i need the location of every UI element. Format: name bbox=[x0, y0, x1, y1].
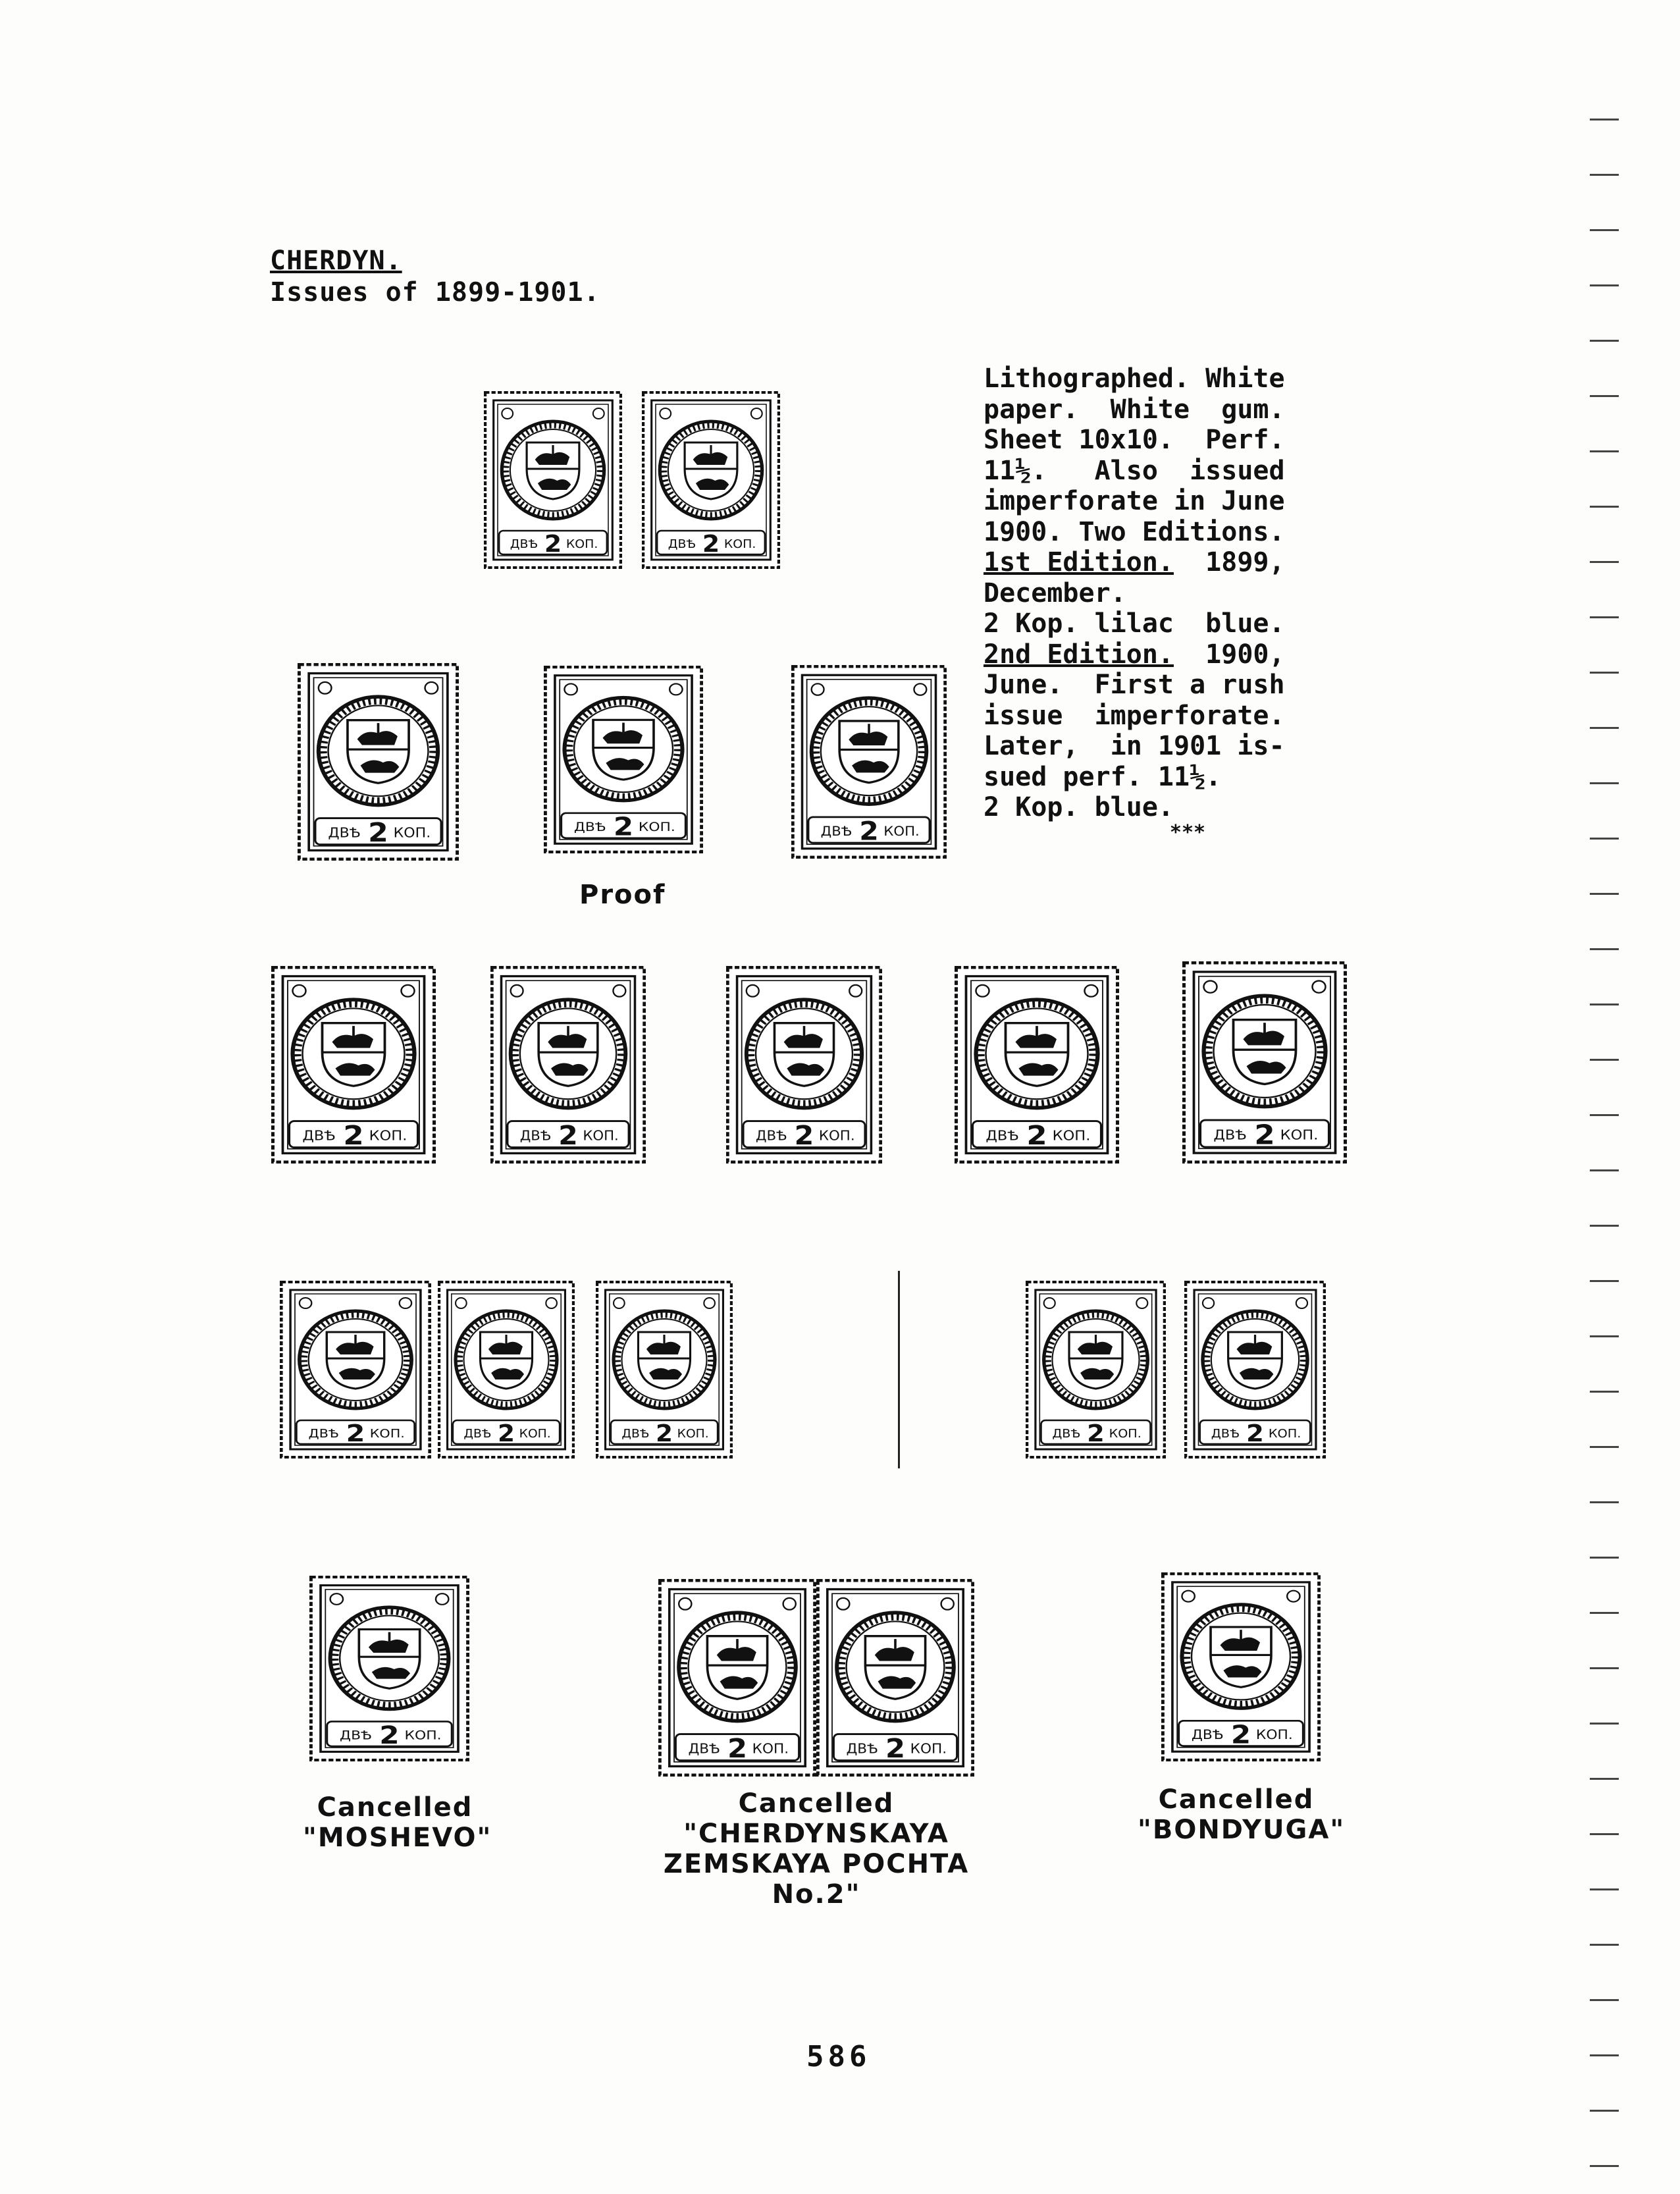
svg-text:КОП.: КОП. bbox=[519, 1427, 551, 1441]
desc-line: Sheet 10x10. Perf. bbox=[984, 425, 1285, 455]
desc-line: 1900. Two Editions. bbox=[984, 516, 1285, 547]
margin-tick bbox=[1590, 1335, 1619, 1337]
margin-tick bbox=[1590, 1999, 1619, 2001]
desc-line-edition1: 1st Edition. 1899, bbox=[984, 547, 1285, 577]
issue-description bbox=[984, 363, 1332, 843]
divider-line bbox=[898, 1271, 900, 1468]
stamp-row4-3 bbox=[596, 1281, 733, 1458]
edition2-label: 2nd Edition. bbox=[984, 639, 1174, 670]
desc-line: Lithographed. White bbox=[984, 363, 1285, 394]
stamp-pair-left bbox=[484, 391, 622, 569]
svg-text:2: 2 bbox=[655, 1419, 673, 1447]
stamp-row4-4 bbox=[1026, 1281, 1166, 1458]
desc-line-edition2: 2nd Edition. 1900, bbox=[984, 639, 1285, 670]
edition1-label: 1st Edition. bbox=[984, 547, 1174, 577]
margin-tick bbox=[1590, 1501, 1619, 1503]
page-number: 586 bbox=[806, 2040, 871, 2074]
desc-line: Later, in 1901 is- bbox=[984, 731, 1285, 761]
proof-caption: Proof bbox=[579, 880, 666, 910]
margin-tick bbox=[1590, 1059, 1619, 1061]
stamp-bondyuga bbox=[1161, 1572, 1321, 1761]
stamp-row4-1 bbox=[280, 1281, 431, 1458]
desc-line: 2 Kop. blue. bbox=[984, 792, 1174, 822]
margin-ticks bbox=[1590, 0, 1629, 2194]
svg-text:2: 2 bbox=[343, 1120, 364, 1152]
stamp-cherdynskaya-right bbox=[816, 1579, 974, 1777]
svg-text:2: 2 bbox=[544, 529, 562, 558]
svg-text:ДВѢ: ДВѢ bbox=[621, 1427, 650, 1441]
svg-text:КОП.: КОП. bbox=[393, 824, 431, 841]
stamp-cherdynskaya-left bbox=[658, 1579, 816, 1777]
svg-text:ДВѢ: ДВѢ bbox=[463, 1427, 492, 1441]
svg-text:КОП.: КОП. bbox=[677, 1427, 709, 1441]
margin-tick bbox=[1590, 948, 1619, 950]
svg-text:2: 2 bbox=[497, 1419, 515, 1447]
margin-tick bbox=[1590, 782, 1619, 784]
margin-tick bbox=[1590, 727, 1619, 729]
svg-text:2: 2 bbox=[1246, 1419, 1264, 1447]
svg-text:ДВѢ: ДВѢ bbox=[820, 823, 853, 839]
stamp-row3-3 bbox=[726, 966, 882, 1164]
margin-tick bbox=[1590, 2054, 1619, 2056]
margin-tick bbox=[1590, 506, 1619, 508]
margin-tick bbox=[1590, 1280, 1619, 1282]
svg-text:КОП.: КОП. bbox=[1280, 1127, 1319, 1144]
svg-text:ДВѢ: ДВѢ bbox=[1213, 1127, 1247, 1144]
margin-tick bbox=[1590, 1667, 1619, 1669]
svg-text:ДВѢ: ДВѢ bbox=[1191, 1727, 1224, 1742]
svg-text:ДВѢ: ДВѢ bbox=[668, 537, 696, 551]
svg-text:КОП.: КОП. bbox=[1052, 1128, 1091, 1144]
svg-text:КОП.: КОП. bbox=[369, 1128, 407, 1144]
margin-tick bbox=[1590, 340, 1619, 342]
title-city: CHERDYN. bbox=[270, 246, 402, 276]
caption-cherdynskaya: Cancelled "CHERDYNSKAYA ZEMSKAYA POCHTA No.2" bbox=[663, 1788, 970, 1910]
title-issues: Issues of 1899-1901. bbox=[270, 277, 600, 308]
svg-text:КОП.: КОП. bbox=[883, 823, 920, 839]
svg-text:2: 2 bbox=[613, 812, 634, 842]
margin-tick bbox=[1590, 1778, 1619, 1780]
svg-text:2: 2 bbox=[1026, 1120, 1047, 1152]
margin-tick bbox=[1590, 1888, 1619, 1890]
svg-text:ДВѢ: ДВѢ bbox=[328, 824, 361, 841]
svg-text:ДВѢ: ДВѢ bbox=[755, 1128, 787, 1144]
margin-tick bbox=[1590, 395, 1619, 397]
stamp-row3-1 bbox=[271, 966, 436, 1164]
svg-text:КОП.: КОП. bbox=[1255, 1727, 1293, 1742]
svg-text:КОП.: КОП. bbox=[369, 1426, 405, 1441]
stamp-row4-5 bbox=[1184, 1281, 1326, 1458]
margin-tick bbox=[1590, 450, 1619, 452]
svg-text:КОП.: КОП. bbox=[818, 1128, 855, 1144]
svg-text:2: 2 bbox=[1087, 1419, 1105, 1447]
desc-line: issue imperforate. bbox=[984, 700, 1285, 731]
svg-text:ДВѢ: ДВѢ bbox=[573, 819, 606, 834]
page-title bbox=[270, 245, 600, 308]
svg-text:КОП.: КОП. bbox=[583, 1128, 619, 1144]
svg-text:ДВѢ: ДВѢ bbox=[1052, 1427, 1081, 1441]
margin-tick bbox=[1590, 1833, 1619, 1835]
svg-text:2: 2 bbox=[368, 817, 388, 848]
end-mark: *** bbox=[1169, 820, 1206, 844]
svg-text:КОП.: КОП. bbox=[638, 819, 675, 834]
margin-tick bbox=[1590, 1114, 1619, 1116]
stamp-moshevo bbox=[309, 1576, 469, 1761]
svg-text:2: 2 bbox=[885, 1732, 906, 1764]
margin-tick bbox=[1590, 229, 1619, 231]
svg-text:2: 2 bbox=[702, 529, 720, 558]
svg-text:2: 2 bbox=[346, 1420, 365, 1448]
svg-text:2: 2 bbox=[379, 1720, 400, 1750]
desc-line: imperforate in June bbox=[984, 486, 1285, 516]
svg-text:ДВѢ: ДВѢ bbox=[510, 537, 538, 551]
margin-tick bbox=[1590, 1446, 1619, 1448]
stamp-proof bbox=[544, 666, 703, 853]
margin-tick bbox=[1590, 1723, 1619, 1725]
margin-tick bbox=[1590, 1612, 1619, 1614]
margin-tick bbox=[1590, 1225, 1619, 1227]
svg-text:КОП.: КОП. bbox=[752, 1741, 789, 1757]
desc-line: December. bbox=[984, 577, 1126, 608]
desc-line: sued perf. 11½. bbox=[984, 761, 1222, 792]
svg-text:2: 2 bbox=[1254, 1119, 1275, 1151]
svg-text:2: 2 bbox=[794, 1120, 814, 1151]
margin-tick bbox=[1590, 893, 1619, 895]
caption-bondyuga: Cancelled "BONDYUGA" bbox=[1138, 1784, 1346, 1845]
margin-tick bbox=[1590, 1169, 1619, 1171]
desc-line: June. First a rush bbox=[984, 670, 1285, 700]
margin-tick bbox=[1590, 561, 1619, 563]
svg-text:ДВѢ: ДВѢ bbox=[846, 1741, 878, 1757]
margin-tick bbox=[1590, 1003, 1619, 1005]
margin-tick bbox=[1590, 174, 1619, 176]
stamp-row3-5 bbox=[1182, 961, 1347, 1164]
margin-tick bbox=[1590, 284, 1619, 286]
margin-tick bbox=[1590, 119, 1619, 120]
stamp-cancelled bbox=[791, 665, 947, 859]
svg-text:2: 2 bbox=[1230, 1719, 1251, 1750]
caption-moshevo: Cancelled "MOSHEVO" bbox=[303, 1792, 492, 1853]
svg-text:КОП.: КОП. bbox=[1109, 1427, 1142, 1441]
svg-text:КОП.: КОП. bbox=[565, 537, 598, 551]
desc-line: paper. White gum. bbox=[984, 394, 1285, 425]
margin-tick bbox=[1590, 2165, 1619, 2167]
margin-tick bbox=[1590, 672, 1619, 674]
stamp-pair-right bbox=[642, 391, 780, 569]
svg-text:2: 2 bbox=[727, 1732, 748, 1764]
margin-tick bbox=[1590, 1391, 1619, 1393]
svg-text:2: 2 bbox=[558, 1120, 578, 1151]
margin-tick bbox=[1590, 1557, 1619, 1559]
margin-tick bbox=[1590, 2110, 1619, 2112]
svg-text:ДВѢ: ДВѢ bbox=[308, 1426, 339, 1441]
svg-text:ДВѢ: ДВѢ bbox=[519, 1128, 552, 1144]
stamp-perforated bbox=[298, 663, 459, 861]
svg-text:ДВѢ: ДВѢ bbox=[688, 1741, 720, 1757]
stamp-row3-2 bbox=[490, 966, 646, 1164]
svg-text:ДВѢ: ДВѢ bbox=[302, 1128, 336, 1144]
stamp-row4-2 bbox=[438, 1281, 575, 1458]
svg-text:2: 2 bbox=[859, 816, 879, 847]
stamp-row3-4 bbox=[955, 966, 1119, 1164]
desc-line: 11½. Also issued bbox=[984, 455, 1285, 486]
margin-tick bbox=[1590, 616, 1619, 618]
svg-text:ДВѢ: ДВѢ bbox=[340, 1728, 372, 1743]
svg-text:КОП.: КОП. bbox=[723, 537, 756, 551]
margin-tick bbox=[1590, 1944, 1619, 1946]
svg-text:КОП.: КОП. bbox=[404, 1728, 442, 1743]
margin-tick bbox=[1590, 838, 1619, 840]
svg-text:КОП.: КОП. bbox=[910, 1741, 947, 1757]
svg-text:КОП.: КОП. bbox=[1268, 1427, 1301, 1441]
svg-text:ДВѢ: ДВѢ bbox=[985, 1128, 1019, 1144]
desc-line: 2 Kop. lilac blue. bbox=[984, 608, 1285, 639]
svg-text:ДВѢ: ДВѢ bbox=[1211, 1427, 1240, 1441]
